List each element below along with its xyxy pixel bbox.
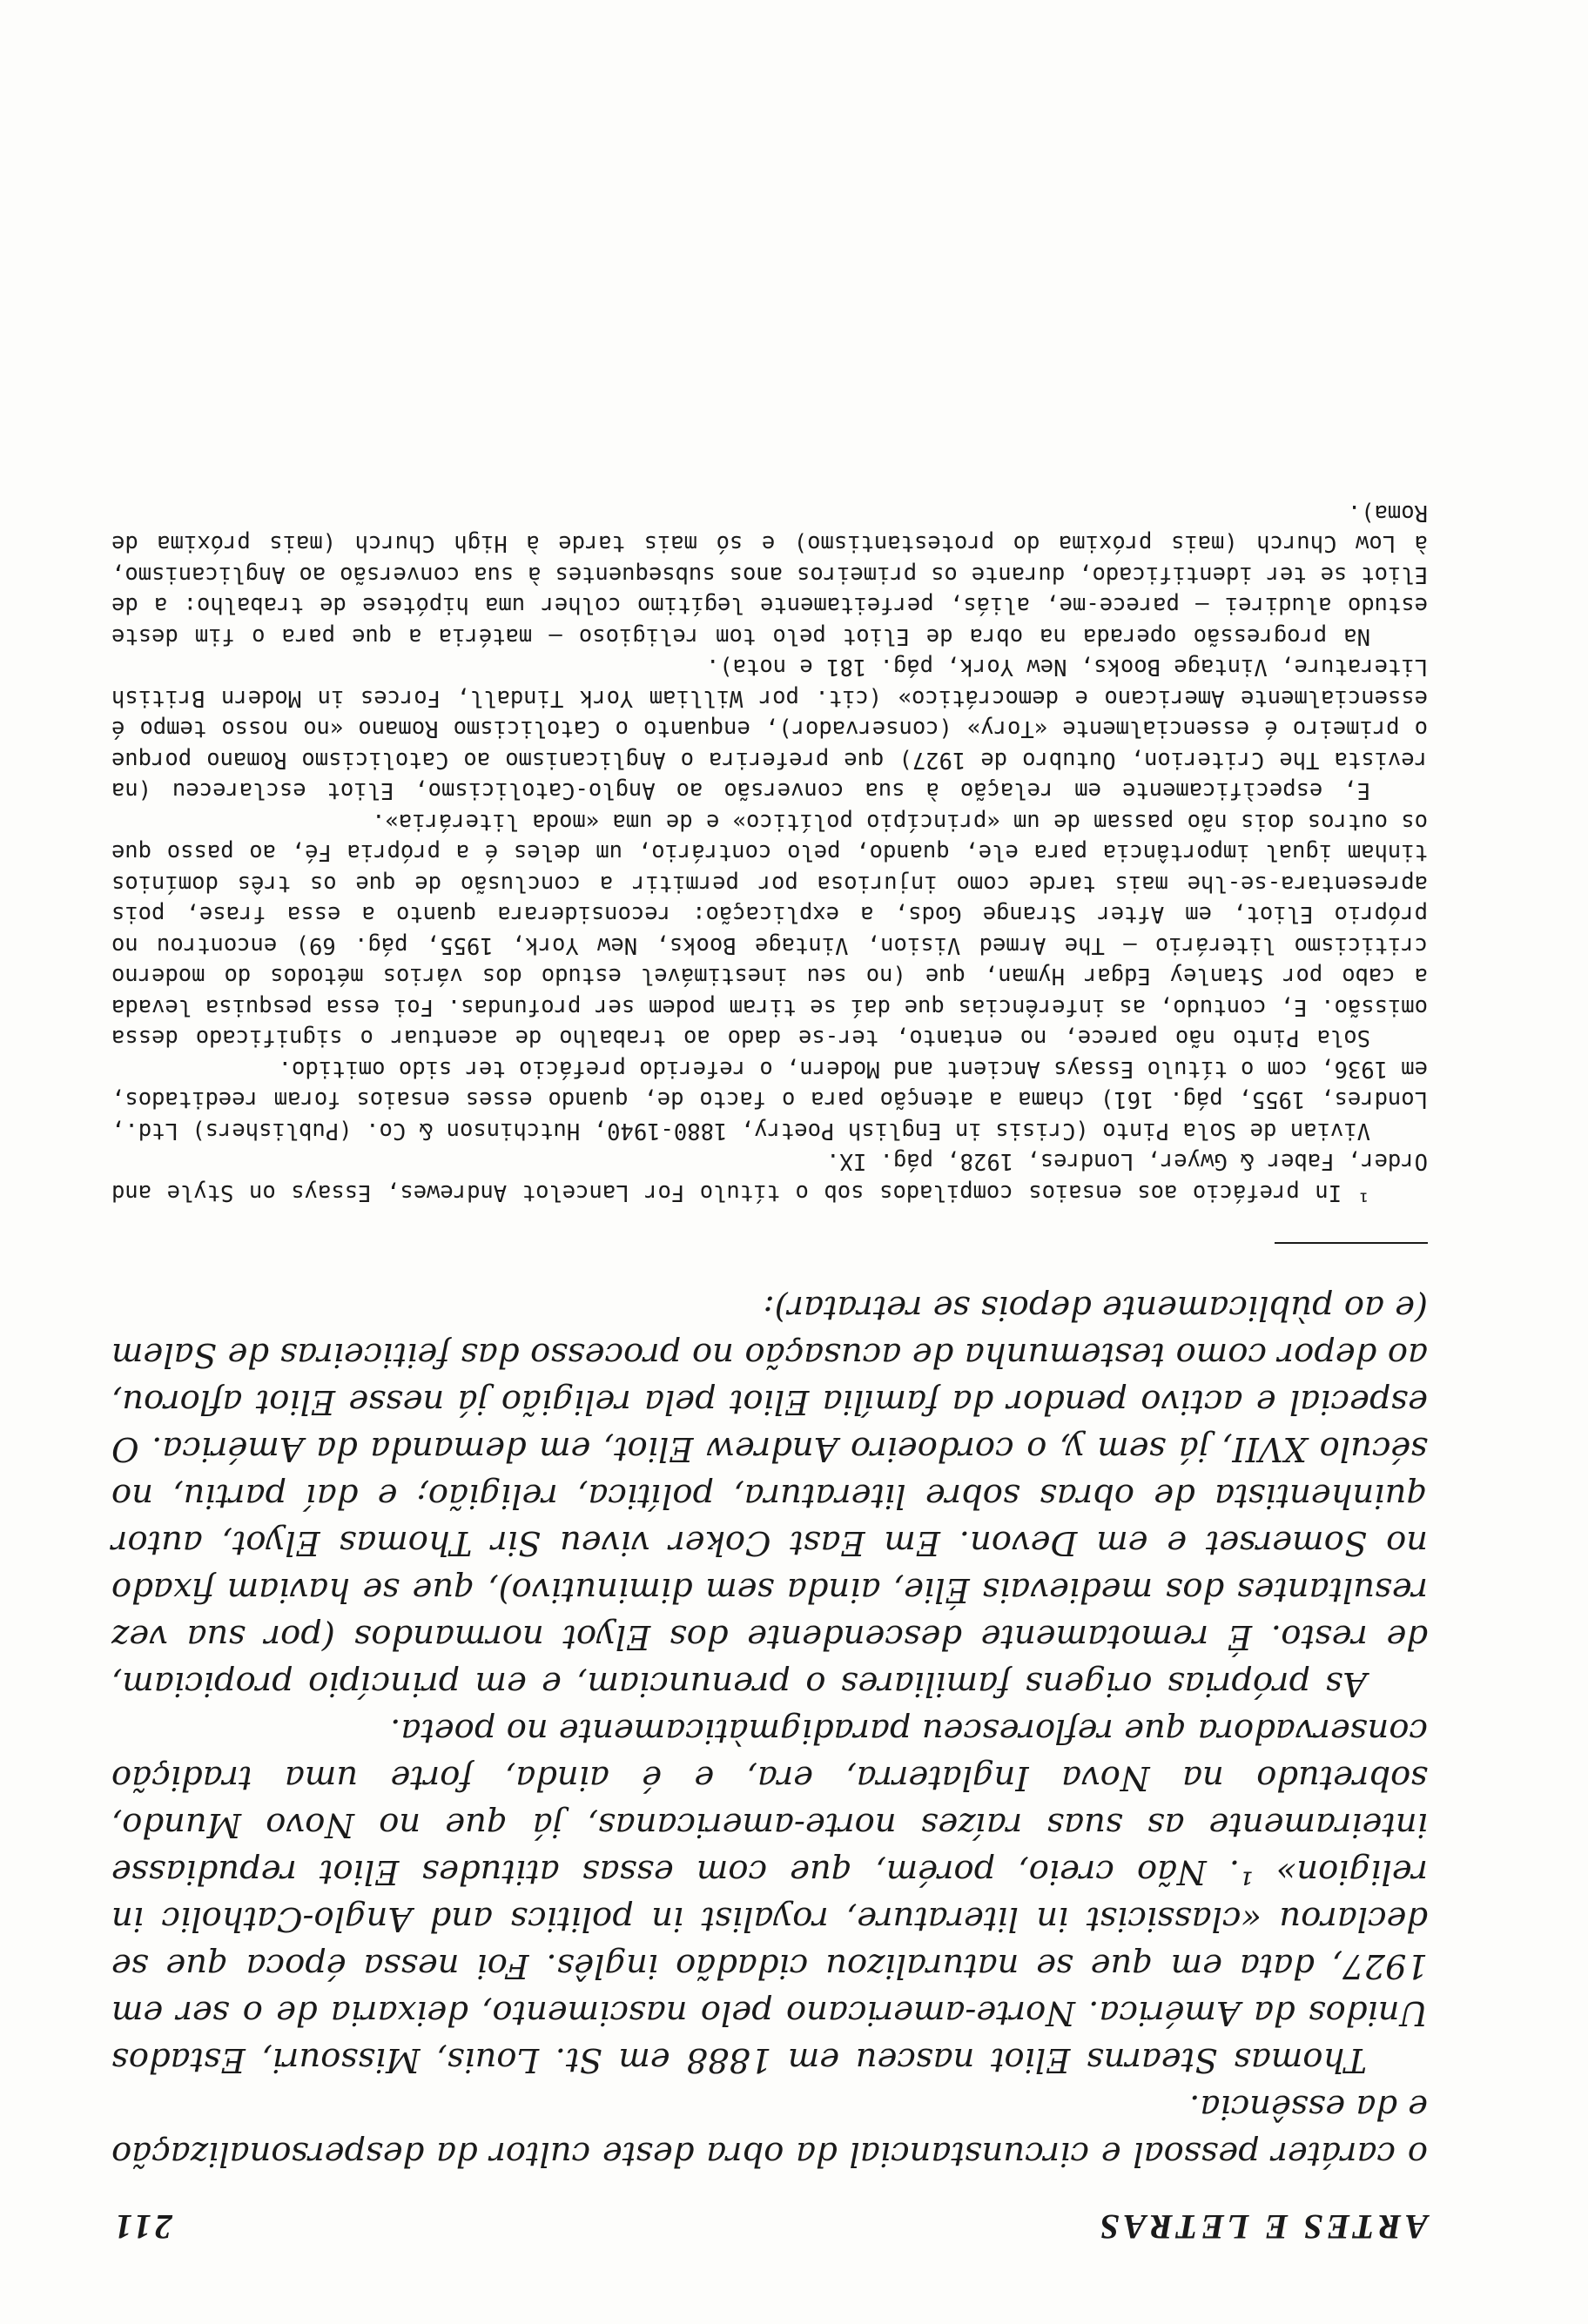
footnote-1: ¹ In prefácio aos ensaios compilados sob o título For Lancelot Andrewes, Essays on Style and Order, Faber & Gwyer, Londres, 1928, pág. IX.	[111, 1148, 1428, 1206]
body-paragraph-2: Thomas Stearns Eliot nasceu em 1888 em St. Louis, Missouri, Estados Unidos da América. Norte-americano pelo nascimento, deixaria de o ser em 1927, data em que se naturalizou cidadão inglês. Foi nessa época que se declarou «classicist in literature, royalist in politics and Anglo-Catholic in religion» ¹. Não creio, porém, que com essas atitudes Eliot repudiasse inteiramente as suas raízes norte-americanas, já que no Novo Mundo, sobretudo na Nova Inglaterra, era, e é ainda, forte uma tradição conservadora que refloresceu paradigmàticamente no poeta.	[111, 1711, 1428, 2079]
running-head	[111, 2206, 1428, 2247]
footnote-paragraph-2: Vivian de Sola Pinto (Crisis in English Poetry, 1880-1940, Hutchinson & Co. (Publishers) Ltd., Londres, 1955, pág. 161) chama a atenção para o facto de, quando esses ensaios foram reeditados, em 1936, com o título Essays Ancient and Modern, o referido prefácio ter sido omitido.	[111, 1056, 1428, 1144]
body-paragraph-1: o caráter pessoal e circunstancial da obra deste cultor da despersonalização e da essência.	[111, 2087, 1428, 2173]
page-content	[111, 497, 1428, 2248]
body-paragraph-3: As próprias origens familiares o prenunciam, e em princípio propiciam, de resto. É remotamente descendente dos Elyot normandos (por sua vez resultantes dos medievais Élie, ainda sem diminutivo), que se haviam fixado no Somerset e em Devon. Em East Coker viveu Sir Thomas Elyot, autor quinhentista de obras sobre literatura, política, religião; e daí partiu, no século XVII, já sem y, o cordoeiro Andrew Eliot, em demanda da América. O especial e activo pendor da família Eliot pela religião já nesse Eliot aflorou, ao depor como testemunha de acusação no processo das feiticeiras de Salem (e ao pùblicamente depois se retratar):	[111, 1288, 1428, 1703]
footnote-paragraph-5: Na progressão operada na obra de Eliot pelo tom religioso — matéria a que para o fim deste estudo aludirei — parece-me, aliás, perfeitamente legítimo colher uma hipótese de trabalho: a de Eliot se ter identificado, durante os primeiros anos subsequentes à sua conversão ao Anglicanismo, à Low Church (mais próxima do protestantismo) e só mais tarde à High Church (mais próxima de Roma).	[111, 500, 1428, 649]
footnote-paragraph-3: Sola Pinto não parece, no entanto, ter-se dado ao trabalho de acentuar o significado dessa omissão. E, contudo, as inferências que daí se tiram podem ser profundas. Foi essa pesquisa levada a cabo por Stanley Edgar Hyman, que (no seu inestimável estudo dos vários métodos do moderno criticismo literário — The Armed Vision, Vintage Books, New York, 1955, pág. 69) encontrou no próprio Eliot, em After Strange Gods, a explicação: reconsiderara quanto a essa frase, pois apresentara-se-lhe mais tarde como injuriosa por permitir a conclusão de que os três domínios tinham igual importância para ele, quando, pelo contrário, um deles é a própria Fé, ao passo que os outros dois não passam de um «princípio político» e de uma «moda literária».	[111, 809, 1428, 1051]
footnotes	[111, 497, 1428, 1208]
running-head-title: ARTES E LETRAS	[1096, 2207, 1428, 2247]
page-number: 211	[111, 2207, 172, 2247]
footnote-separator	[1275, 1242, 1428, 1244]
footnote-paragraph-4: E, especìficamente em relação à sua conversão ao Anglo-Catolicismo, Eliot esclareceu (na revista The Criterion, Outubro de 1927) que preferira o Anglicanismo ao Catolicismo Romano porque o primeiro é essencialmente «Tory» (conservador), enquanto o Catolicismo Romano «no nosso tempo é essencialmente Americano e democrático» (cit. por William York Tindall, Forces in Modern British Literature, Vintage Books, New York, pág. 181 e nota).	[111, 654, 1428, 804]
